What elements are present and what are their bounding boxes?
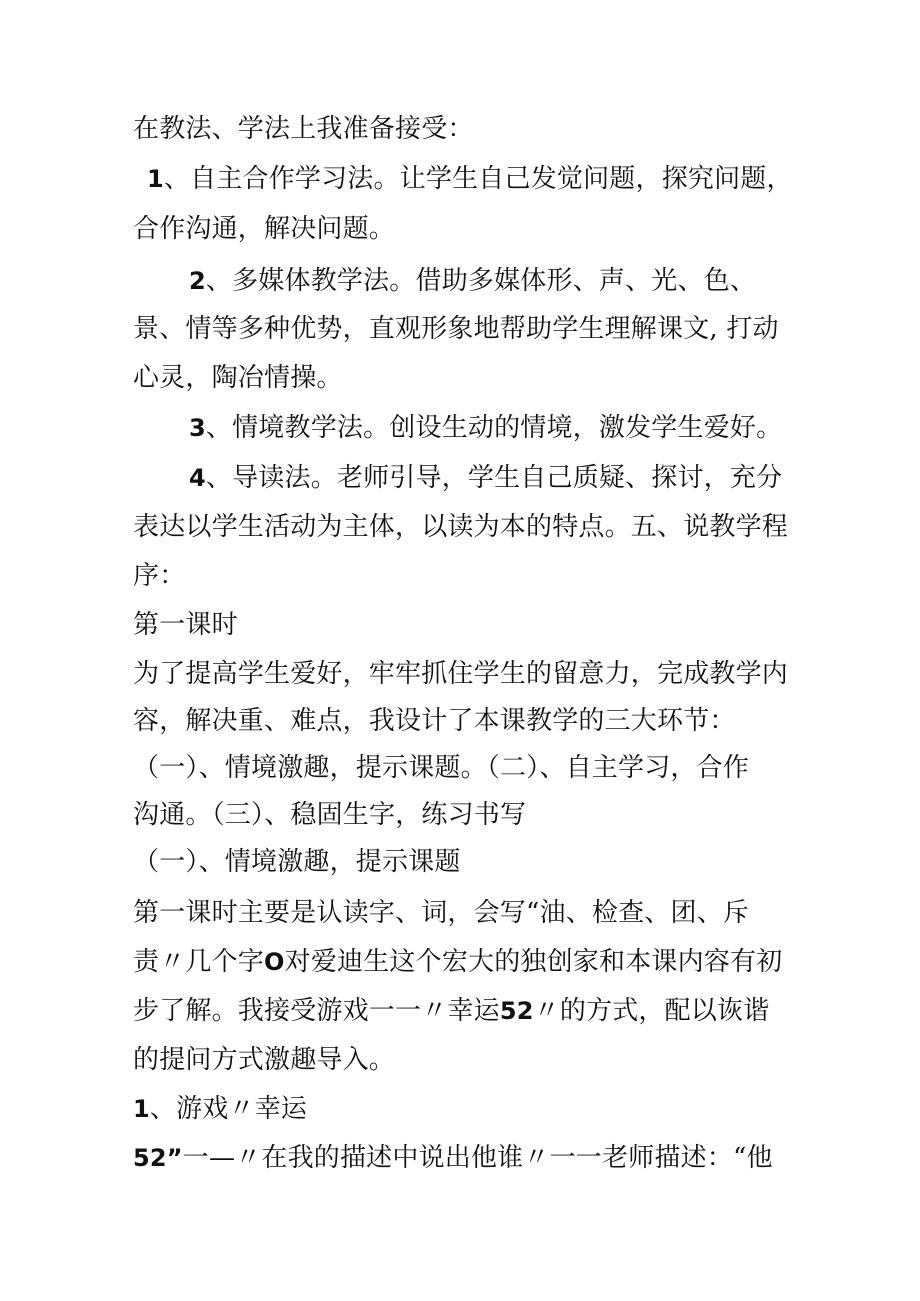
text-line: （一）、情境激趣，提示课题。（二）、自主学习，合作	[133, 753, 750, 783]
text-line: 的提问方式激趣导入。	[133, 1045, 396, 1075]
text-line: 2、多媒体教学法。借助多媒体形、声、光、色、	[189, 266, 757, 296]
text-line: 景、情等多种优势，直观形象地帮助学生理解课文, 打动	[133, 314, 779, 344]
text-line: 第一课时	[133, 610, 238, 640]
text-line: 在教法、学法上我准备接受：	[133, 114, 474, 144]
text-line: 52”一—〃在我的描述中说出他谁〃一一老师描述：“他	[133, 1143, 773, 1173]
text-line: 1、游戏〃幸运	[133, 1094, 308, 1124]
text-line: 表达以学生活动为主体，以读为本的特点。五、说教学程	[133, 512, 789, 542]
text-line: 合作沟通，解决问题。	[133, 214, 396, 244]
text-line: 4、导读法。老师引导，学生自己质疑、探讨，充分	[189, 463, 783, 493]
text-line: 1、自主合作学习法。让学生自己发觉问题，探究问题，	[147, 164, 793, 194]
text-line: 责〃几个字O对爱迪生这个宏大的独创家和本课内容有初	[133, 947, 783, 977]
text-line: 3、情境教学法。创设生动的情境，激发学生爱好。	[189, 413, 783, 443]
text-line: 第一课时主要是认读字、词，会写“油、检查、团、斥	[133, 898, 750, 928]
text-line: 步了解。我接受游戏一一〃幸运52〃的方式，配以诙谐	[133, 996, 770, 1026]
text-line: 序：	[133, 561, 186, 591]
text-line: （一）、情境激趣，提示课题	[133, 847, 461, 877]
text-line: 心灵，陶冶情操。	[133, 363, 343, 393]
text-line: 容，解决重、难点，我设计了本课教学的三大环节：	[133, 706, 736, 736]
text-line: 为了提高学生爱好，牢牢抓住学生的留意力，完成教学内	[133, 659, 789, 689]
text-line: 沟通。（三）、稳固生字，练习书写	[133, 800, 527, 830]
